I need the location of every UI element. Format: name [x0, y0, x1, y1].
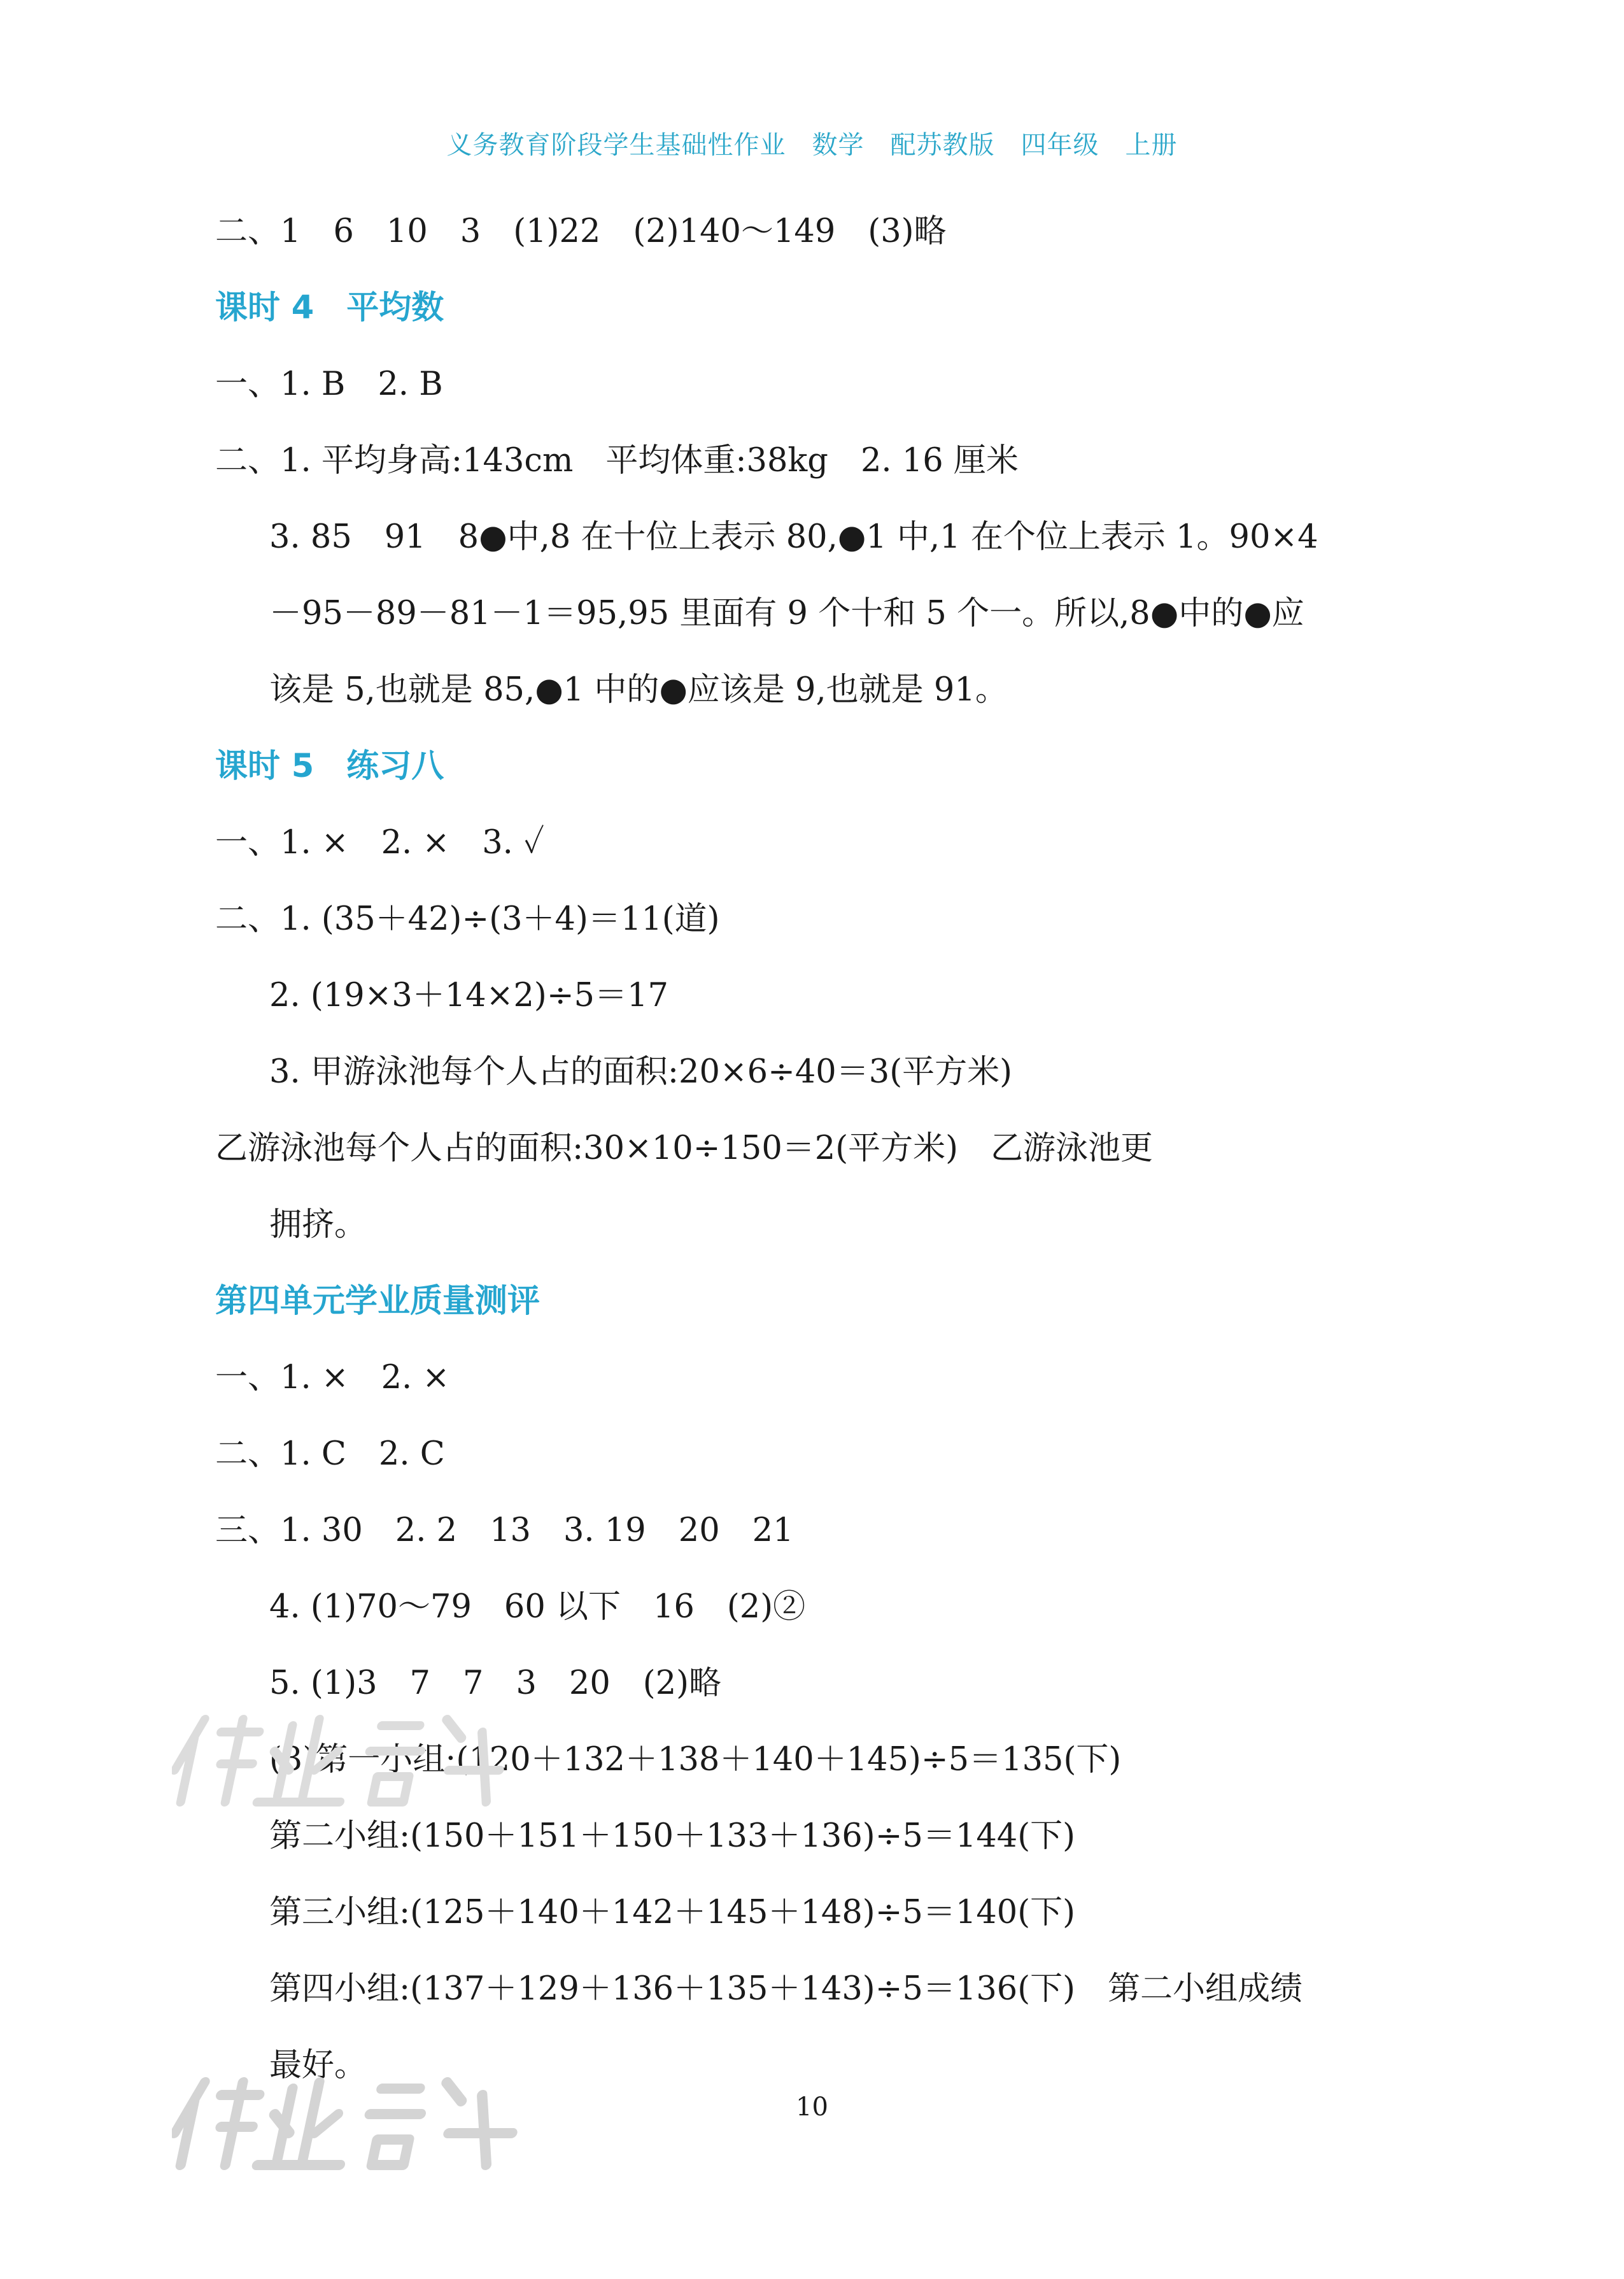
answer-line: 二、1. (35＋42)÷(3＋4)＝11(道)	[215, 900, 720, 938]
answer-line: 一、1. B 2. B	[215, 366, 443, 403]
answer-line: 3. 甲游泳池每个人占的面积:20×6÷40＝3(平方米)	[269, 1053, 1013, 1091]
section-heading: 课时 5 练习八	[215, 748, 444, 785]
answer-line: 5. (1)3 7 7 3 20 (2)略	[269, 1665, 722, 1702]
section-heading: 课时 4 平均数	[215, 289, 444, 327]
answer-line: 该是 5,也就是 85,●1 中的●应该是 9,也就是 91。	[269, 671, 1008, 709]
answer-line: (3)第一小组:(120＋132＋138＋140＋145)÷5＝135(下)	[269, 1741, 1122, 1778]
answer-line: 4. (1)70～79 60 以下 16 (2)②	[269, 1588, 806, 1626]
answer-line: 第二小组:(150＋151＋150＋133＋136)÷5＝144(下)	[269, 1817, 1076, 1855]
answer-line: 二、1. 平均身高:143cm 平均体重:38kg 2. 16 厘米	[215, 442, 1019, 479]
watermark-logo	[172, 1694, 554, 1821]
answer-line: 三、1. 30 2. 2 13 3. 19 20 21	[215, 1512, 794, 1549]
answer-line: 3. 85 91 8●中,8 在十位上表示 80,●1 中,1 在个位上表示 1。90×4	[269, 518, 1318, 556]
answer-line: 一、1. × 2. × 3. ✓	[215, 824, 544, 862]
answer-line: 二、1 6 10 3 (1)22 (2)140～149 (3)略	[215, 213, 947, 250]
running-header: 义务教育阶段学生基础性作业 数学 配苏教版 四年级 上册	[446, 131, 1178, 160]
answer-line: 最好。	[269, 2047, 367, 2084]
answer-line: －95－89－81－1＝95,95 里面有 9 个十和 5 个一。所以,8●中的●应	[269, 595, 1304, 632]
answer-line: 拥挤。	[269, 1206, 367, 1244]
answer-line: 第三小组:(125＋140＋142＋145＋148)÷5＝140(下)	[269, 1894, 1076, 1931]
page-number: 10	[796, 2092, 828, 2122]
answer-line: 第四小组:(137＋129＋136＋135＋143)÷5＝136(下) 第二小组成绩	[269, 1970, 1303, 2008]
answer-line: 乙游泳池每个人占的面积:30×10÷150＝2(平方米) 乙游泳池更	[215, 1130, 1154, 1167]
answer-line: 二、1. C 2. C	[215, 1435, 445, 1473]
answer-line: 一、1. × 2. ×	[215, 1359, 450, 1396]
watermark-logo	[172, 2057, 567, 2184]
answer-line: 2. (19×3＋14×2)÷5＝17	[269, 977, 668, 1014]
section-heading: 第四单元学业质量测评	[215, 1282, 540, 1320]
